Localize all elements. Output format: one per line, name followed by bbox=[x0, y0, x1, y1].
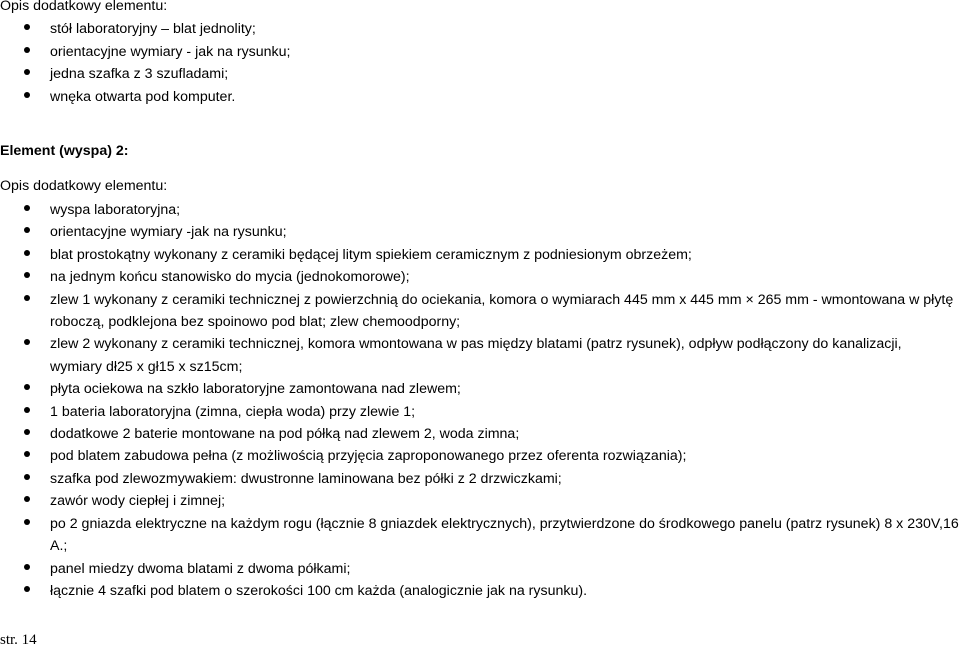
list-item: orientacyjne wymiary - jak na rysunku; bbox=[0, 41, 291, 64]
list-item: zawór wody ciepłej i zimnej; bbox=[0, 490, 960, 512]
list-item: wnęka otwarta pod komputer. bbox=[0, 86, 291, 109]
list-item: wyspa laboratoryjna; bbox=[0, 199, 960, 221]
list-item: płyta ociekowa na szkło laboratoryjne zamontowana nad zlewem; bbox=[0, 378, 960, 400]
section2-list bbox=[0, 199, 960, 602]
list-item bbox=[0, 289, 960, 334]
list-item-line: zlew 1 wykonany z ceramiki technicznej z powierzchnią do ociekania, komora o wymiarach 445 mm x 445 mm × 265 mm - wmontowana w płytę bbox=[50, 291, 954, 308]
list-item: dodatkowe 2 baterie montowane na pod półką nad zlewem 2, woda zimna; bbox=[0, 423, 960, 445]
list-item-continuation: roboczą, podklejona bez spoinowo pod blat; zlew chemoodporny; bbox=[50, 314, 461, 331]
list-item-line: zlew 2 wykonany z ceramiki technicznej, komora wmontowana w pas między blatami (patrz rysunek), odpływ podłączony do kanalizacji, bbox=[50, 336, 902, 353]
list-item: szafka pod zlewozmywakiem: dwustronne laminowana bez półki z 2 drzwiczkami; bbox=[0, 468, 960, 490]
list-item: panel miedzy dwoma blatami z dwoma półkami; bbox=[0, 558, 960, 580]
section2-title: Element (wyspa) 2: bbox=[0, 143, 129, 159]
list-item: blat prostokątny wykonany z ceramiki będącej litym spiekiem ceramicznym z podniesionym obrzeżem; bbox=[0, 244, 960, 266]
list-item bbox=[0, 333, 960, 378]
list-item: pod blatem zabudowa pełna (z możliwością przyjęcia zaproponowanego przez oferenta rozwiązania); bbox=[0, 445, 960, 467]
list-item: 1 bateria laboratoryjna (zimna, ciepła woda) przy zlewie 1; bbox=[0, 401, 960, 423]
list-item: stół laboratoryjny – blat jednolity; bbox=[0, 18, 291, 41]
section2-heading: Opis dodatkowy elementu: bbox=[0, 178, 168, 194]
list-item-continuation: A.; bbox=[50, 538, 68, 555]
section1-list bbox=[0, 18, 291, 108]
list-item-line: po 2 gniazda elektryczne na każdym rogu (łącznie 8 gniazdek elektrycznych), przytwierdzone do środkowego panelu (patrz rysunek) 8 x 230V,16 bbox=[50, 515, 959, 532]
list-item: orientacyjne wymiary -jak na rysunku; bbox=[0, 221, 960, 243]
list-item-continuation: wymiary dł25 x gł15 x sz15cm; bbox=[50, 358, 243, 375]
list-item: jedna szafka z 3 szufladami; bbox=[0, 63, 291, 86]
page-number: str. 14 bbox=[0, 632, 37, 648]
list-item: łącznie 4 szafki pod blatem o szerokości 100 cm każda (analogicznie jak na rysunku). bbox=[0, 580, 960, 602]
section1-heading: Opis dodatkowy elementu: bbox=[0, 0, 168, 14]
list-item bbox=[0, 513, 960, 558]
list-item: na jednym końcu stanowisko do mycia (jednokomorowe); bbox=[0, 266, 960, 288]
